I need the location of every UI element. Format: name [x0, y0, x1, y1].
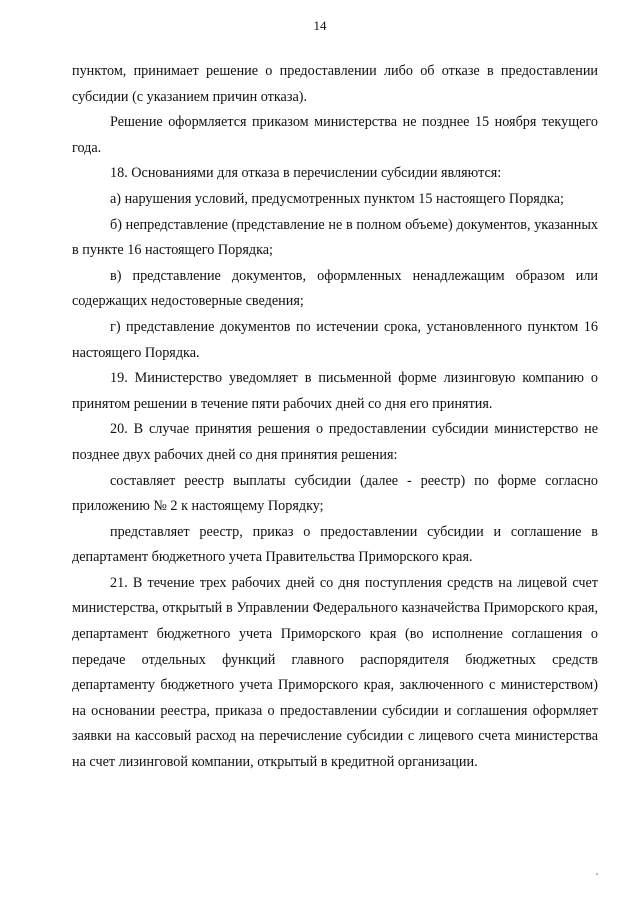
- paragraph-18-g: г) представление документов по истечении срока, установленного пунктом 16 настоящего Порядка.: [72, 318, 598, 361]
- paragraph-18-a: а) нарушения условий, предусмотренных пунктом 15 настоящего Порядка;: [110, 190, 564, 207]
- page-number: 14: [313, 18, 327, 33]
- paragraph-continuation: пунктом, принимает решение о предоставлении либо об отказе в предоставлении субсидии (с указанием причин отказа).: [72, 63, 598, 105]
- scan-dot: [596, 873, 598, 875]
- paragraph-18-grounds: 18. Основаниями для отказа в перечислении субсидии являются:: [110, 165, 502, 182]
- paragraph-18-v: в) представление документов, оформленных ненадлежащим образом или содержащих недостоверные сведения;: [72, 267, 598, 310]
- paragraph-21: 21. В течение трех рабочих дней со дня поступления средств на лицевой счет министерства, открытый в Управлении Федерального казначейства Приморского края, департамент бюджетного учета Приморского края (во исполнение соглашения о передаче отдельных функций главного распорядителя бюджетных средств департаменту бюджетного учета Приморского края, заключенного с министерством) на основании реестра, приказа о предоставлении субсидии и соглашения оформляет заявки на кассовый расход на перечисление субсидии с лицевого счета министерства на счет лизинговой компании, открытый в кредитной организации.: [72, 574, 598, 771]
- document-body: [72, 59, 598, 776]
- paragraph-20: 20. В случае принятия решения о предоставлении субсидии министерство не позднее двух рабочих дней со дня принятия решения:: [72, 421, 598, 463]
- paragraph-decision-order: Решение оформляется приказом министерства не позднее 15 ноября текущего года.: [72, 114, 598, 156]
- paragraph-18-b: б) непредставление (представление не в полном объеме) документов, указанных в пункте 16 настоящего Порядка;: [72, 216, 598, 259]
- paragraph-20-submit: представляет реестр, приказ о предоставлении субсидии и соглашение в департамент бюджетного учета Правительства Приморского края.: [72, 523, 598, 566]
- paragraph-20-registry: составляет реестр выплаты субсидии (далее - реестр) по форме согласно приложению № 2 к настоящему Порядку;: [72, 472, 598, 515]
- paragraph-19: 19. Министерство уведомляет в письменной форме лизинговую компанию о принятом решении в течение пяти рабочих дней со дня его принятия.: [72, 370, 598, 412]
